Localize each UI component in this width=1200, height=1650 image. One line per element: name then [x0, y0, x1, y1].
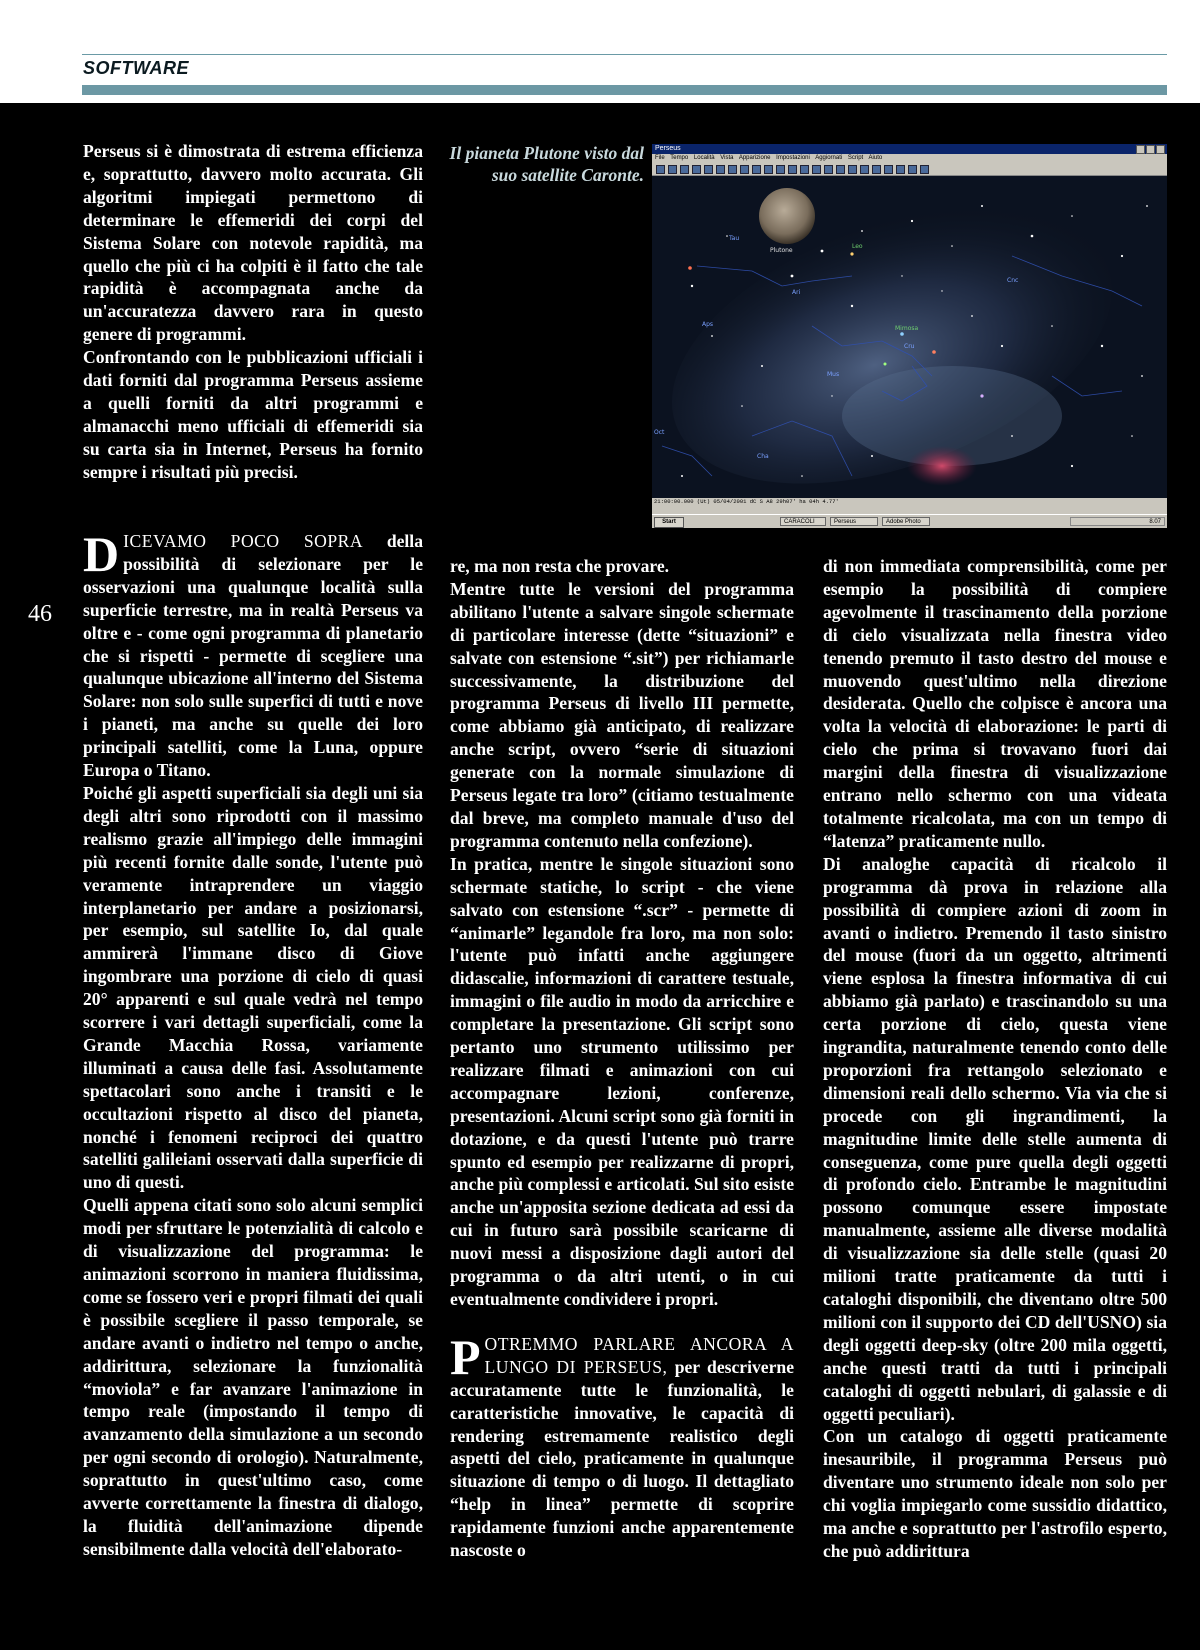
- paragraph: Quelli appena citati sono solo alcuni semplici modi per sfruttare le potenzialità di calcolo e di visualizzazione del programma: le animazioni scorrono in maniera fluidissima, come se fossero veri e propri filmati dei quali è possibile scegliere il passo temporale, se andare avanti o indietro nel tempo o anche, addirittura, selezionare la funzionalità “moviola” e far avanzare l'animazione in tempo reale (impostando il tempo di avanzamento della simulazione a un secondo per ogni secondo di orologio). Naturalmente, soprattutto in quest'ultimo caso, come avverte correttamente la finestra di dialogo, la fluidità dell'animazione dipende sensibilmente dalla velocità dell'elaborato-: [83, 1195, 423, 1559]
- paragraph-dropcap: [450, 1328, 795, 1562]
- lead-in: ICEVAMO POCO SOPRA: [123, 531, 364, 551]
- paragraph: Di analoghe capacità di ricalcolo il programma dà prova in relazione alla possibilità di compiere azioni di zoom in avanti o indietro. Premendo il tasto sinistro del mouse (fuori da un oggetto, altrimenti viene esplosa la finestra informativa di cui abbiamo già parlato) e trascinandolo su una certa porzione di cielo, questa viene ingrandita, naturalmente tenendo conto delle proporzioni fra rettangolo selezionato e dimensioni reali dello schermo. Via via che si procede con gli ingrandimenti, la magnitudine limite delle stelle aumenta di conseguenza, come pure quella degli oggetti di profondo cielo. Entrambe le magnitudini possono comunque essere impostate manualmente, assieme alle diverse modalità di visualizzazione sia delle stelle (quasi 20 milioni tratte praticamente da tutti i cataloghi disponibili, che diventano oltre 500 milioni con il supporto dei CD dell'USNO) sia degli oggetti deep-sky (oltre 200 mila oggetti, anche questi tratti da tutti i principali cataloghi di oggetti nebulari, di galassie e di oggetti peculiari).: [823, 853, 1167, 1424]
- drop-cap: P: [450, 1328, 481, 1385]
- column-3: [823, 555, 1167, 1563]
- paragraph: Con un catalogo di oggetti praticamente inesauribile, il programma Perseus può diventare uno strumento ideale non solo per chi voglia impiegarlo come sussidio didattico, ma anche e soprattutto per l'astrofilo esperto, che può addirittura: [823, 1426, 1167, 1561]
- label-oct: Oct: [654, 429, 665, 436]
- taskbar-item: CARACOLI: [780, 517, 826, 526]
- system-tray: 8.07: [1070, 517, 1165, 526]
- label-cru: Cru: [904, 343, 915, 350]
- paragraph-text: della possibilità di selezionare per le osservazioni una qualunque località sulla superficie terrestre, ma in realtà Perseus va oltre e - come ogni programma di planetario che si rispetti - permette di scegliere una qualunque ubicazione all'interno del Sistema Solare: non solo sulle superfici di tutti e nove i pianeti, ma anche su quelle dei loro principali satelliti, come la Luna, oppure Europa o Titano.: [83, 531, 423, 781]
- paragraph: Confrontando con le pubblicazioni ufficiali i dati forniti dal programma Perseus assieme a quelli forniti da altri programmi e almanacchi meno ufficiali di effemeridi sia su carta sia in Internet, Perseus ha fornito sempre i risultati più precisi.: [83, 347, 423, 482]
- taskbar: [652, 514, 1167, 528]
- label-pluto: Plutone: [770, 247, 793, 254]
- paragraph-dropcap: [83, 526, 423, 782]
- menu-bar: File Tempo Località Vista Apparizione Impostazioni Aggiornati Script Aiuto: [652, 154, 1167, 163]
- column-2: [450, 555, 794, 1562]
- drop-cap: D: [83, 526, 120, 582]
- section-label: SOFTWARE: [83, 58, 189, 78]
- paragraph: Poiché gli aspetti superficiali sia degli uni sia degli altri sono riprodotti con il massimo realismo grazie all'impiego delle immagini più recenti fornite dalle sonde, l'utente può veramente intraprendere un viaggio interplanetario per andare a posizionarsi, per esempio, sul satellite Io, dal quale ammirerà l'immane disco di Giove ingombrare una porzione di cielo di quasi 20° apparenti e sul quale vedrà nel tempo scorrere i vari dettagli superficiali, come la Grande Macchia Rossa, variamente illuminati a causa delle fasi. Assolutamente spettacolari sono anche i transiti e le occultazioni rispetto al disco del pianeta, nonché i fenomeni reciproci dei quattro satelliti galileiani osservati dalla superficie di uno di questi.: [83, 782, 423, 1193]
- label-cha: Cha: [757, 453, 769, 460]
- perseus-screenshot: [652, 144, 1167, 528]
- page-header: [0, 0, 1200, 103]
- toolbar-icons: [656, 165, 929, 174]
- paragraph: Perseus si è dimostrata di estrema efficienza e, soprattutto, davvero molto accurata. Gli algoritmi impiegati permettono di determinare le effemeridi dei corpi del Sistema Solare con notevole rapidità, ma quello che più ci ha colpiti è il fatto che tale rapidità è accompagnata anche da un'accuratezza davvero rara in questo genere di programmi.: [83, 141, 423, 345]
- taskbar-item: Adobe Photo: [882, 517, 930, 526]
- sky-view: [652, 176, 1167, 498]
- label-cnc: Cnc: [1007, 277, 1019, 284]
- pluto-disc: [759, 188, 815, 244]
- header-bar: [82, 85, 1167, 95]
- paragraph-text: per descriverne accuratamente tutte le funzionalità, le caratteristiche innovative, le capacità di rendering estremamente realistico degli aspetti del cielo, praticamente in qualunque situazione di tempo o di luogo. Il dettagliato “help in linea” permette di scoprire rapidamente funzioni anche apparentemente nascoste o: [450, 1356, 795, 1561]
- paragraph: Mentre tutte le versioni del programma abilitano l'utente a salvare singole schermate di particolare interesse (dette “situazioni” e salvate con estensione “.sit”) per richiamarle successivamente, la distribuzione del programma Perseus di livello III permette, come abbiamo già anticipato, di realizzare anche script, ovvero “serie di situazioni generate con la normale simulazione di Perseus legate tra loro” (citiamo testualmente dal breve, ma completo manuale d'uso del programma contenuto nella confezione).: [450, 578, 794, 851]
- taskbar-item-active: Perseus: [830, 517, 878, 526]
- header-rule: [82, 54, 1167, 55]
- window-title: Perseus: [655, 145, 681, 152]
- label-leo: Leo: [852, 243, 863, 250]
- label-aps: Aps: [702, 321, 714, 328]
- start-button: Start: [654, 517, 684, 528]
- paragraph: re, ma non resta che provare.: [450, 556, 670, 576]
- label-ari: Ari: [792, 289, 801, 296]
- column-1-top: [83, 140, 423, 484]
- paragraph: di non immediata comprensibilità, come per esempio la possibilità di compiere agevolmente il trascinamento della porzione di cielo visualizzata nella finestra video tenendo premuto il tasto destro del mouse e muovendo quest'ultimo nella direzione desiderata. Quello che colpisce è ancora una volta la velocità di elaborazione: le parti di cielo che prima si trovavano fuori dai margini della finestra di visualizzazione entrano nello schermo con una videata totalmente ricalcolata, ma con un tempo di “latenza” praticamente nullo.: [823, 556, 1167, 851]
- figure-caption: Il pianeta Plutone visto dal suo satellite Caronte.: [449, 143, 644, 185]
- label-tau: Tau: [729, 235, 740, 242]
- label-mus: Mus: [827, 371, 840, 378]
- close-icon: [1156, 145, 1165, 154]
- minimize-icon: [1136, 145, 1145, 154]
- column-1-bottom: [83, 526, 423, 1561]
- window-titlebar: [652, 144, 1167, 154]
- window-buttons: [1136, 145, 1165, 154]
- lead-in: OTREMMO PARLARE ANCORA A LUNGO DI PERSEUS,: [484, 1333, 794, 1377]
- page-number: 46: [28, 601, 52, 627]
- paragraph: In pratica, mentre le singole situazioni sono schermate statiche, lo script - che viene salvato con estensione “.scr” - permette di “animarle” legandole fra loro, ma non solo: l'utente può infatti anche aggiungere didascalie, informazioni di carattere testuale, immagini o file audio in modo da arricchire e completare la presentazione. Gli script sono pertanto uno strumento utilissimo per realizzare filmati e animazioni con cui accompagnare lezioni, conferenze, presentazioni. Alcuni script sono già forniti in dotazione, e da questi l'utente può trarre spunto ed esempio per realizzarne di propri, anche più complessi e articolati. Sul sito esiste anche un'apposita sezione dedicata ad essi da cui in futuro sarà possibile scaricarne di nuovi messi a disposizione dagli autori del programma o da altri utenti, o in cui eventualmente condividere i propri.: [450, 853, 794, 1309]
- label-mimosa: Mimosa: [895, 325, 919, 332]
- maximize-icon: [1146, 145, 1155, 154]
- toolbar: [652, 163, 1167, 176]
- status-bar: 21:00:00.000 (Ut) 05/04/2001 dC S A8 29h07' ha 04h 4.77': [652, 498, 1167, 514]
